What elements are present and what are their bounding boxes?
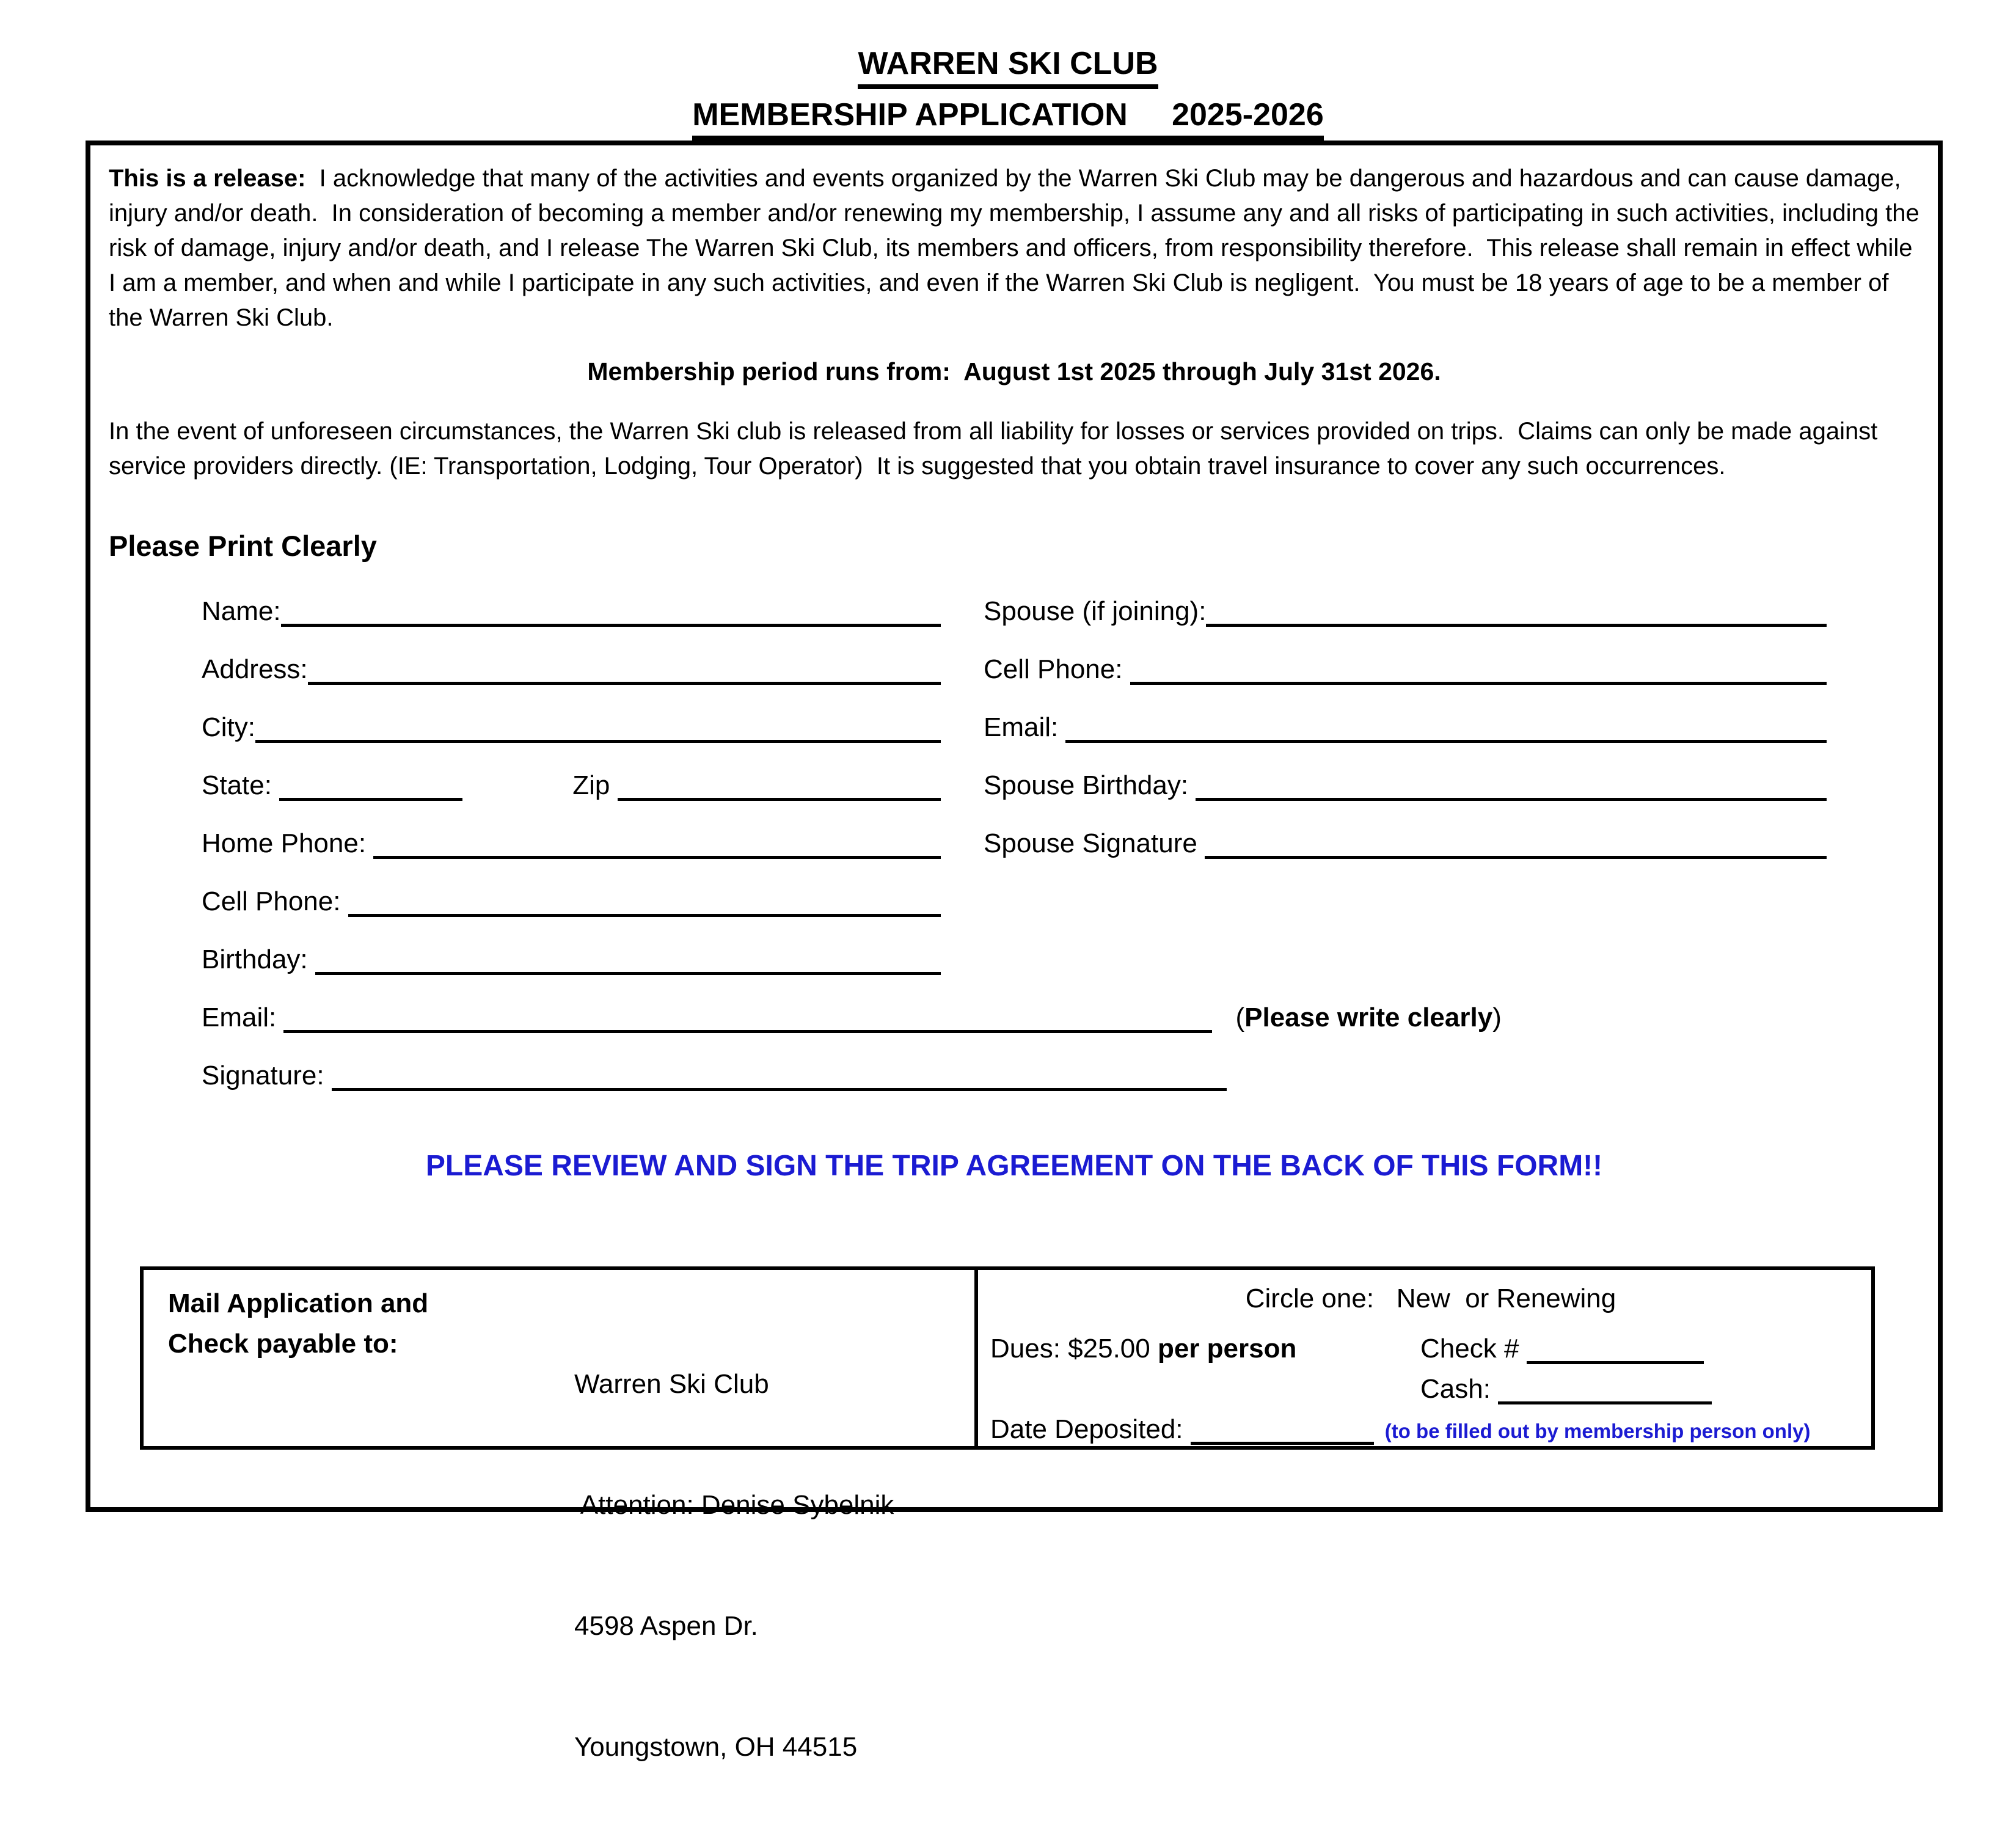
payable-labels — [168, 1284, 574, 1446]
birthday-field-row — [202, 944, 984, 975]
release-lead: This is a release: — [109, 165, 306, 192]
home-phone-field-row — [202, 828, 984, 859]
cash-label: Cash: — [1420, 1374, 1499, 1404]
spouse-blank-line — [1206, 616, 1827, 627]
city-field-row — [202, 712, 984, 743]
city-label: City: — [202, 712, 255, 742]
liability-paragraph: In the event of unforeseen circumstances, the Warren Ski club is released from all liability for losses or services provided on trips. Claims can only be made against service providers directly. (IE: Transportation, Lodging, Tour Operator) It is suggested that you obtain travel insurance to cover any such occurrences. — [109, 418, 1885, 480]
payable-label-line1: Mail Application and — [168, 1288, 429, 1318]
state-blank-line — [279, 791, 462, 801]
mailing-address-line: Youngstown, OH 44515 — [574, 1732, 858, 1762]
paren-open: ( — [1235, 1003, 1245, 1032]
mailing-address-line: 4598 Aspen Dr. — [574, 1611, 758, 1641]
spouse-signature-field-row — [984, 828, 1930, 859]
cell-phone-field-row — [202, 886, 984, 917]
spouse-birthday-field-row — [984, 770, 1930, 801]
dues-per-person: per person — [1157, 1334, 1297, 1364]
club-title: WARREN SKI CLUB — [858, 48, 1158, 89]
email-blank-line — [283, 1023, 1212, 1033]
membership-only-note: (to be filled out by membership person only) — [1384, 1419, 1811, 1442]
spouse-email-blank-line — [1065, 732, 1827, 743]
birthday-label: Birthday: — [202, 944, 315, 974]
paren-close: ) — [1492, 1003, 1502, 1032]
address-blank-line — [308, 674, 941, 685]
spouse-label: Spouse (if joining): — [984, 596, 1207, 626]
application-title: MEMBERSHIP APPLICATION 2025-2026 — [692, 99, 1324, 141]
spouse-field-row — [984, 596, 1930, 627]
date-deposited-label: Date Deposited: — [990, 1414, 1191, 1444]
write-clearly-text: Please write clearly — [1244, 1003, 1493, 1032]
release-body: I acknowledge that many of the activities and events organized by the Warren Ski Club may be dangerous and hazardous and can cause damage, injury and/or death. In consideration of becoming a member and/or renewing my membership, I assume any and all risks of participating in such activities, including the risk of damage, injury and/or death, and I release The Warren Ski Club, its members and officers, from responsibility therefore. This release shall remain in effect while I am a member, and when and while I participate in any such activities, and even if the Warren Ski Club is negligent. You must be 18 years of age to be a member of the Warren Ski Club. — [109, 165, 1926, 331]
write-clearly-note — [1235, 1003, 1501, 1033]
cell-phone-blank-line — [348, 907, 941, 917]
check-number-label: Check # — [1420, 1334, 1527, 1364]
print-clearly-heading: Please Print Clearly — [109, 530, 377, 562]
address-field-row — [202, 654, 984, 685]
cash-row — [990, 1364, 1871, 1404]
state-zip-field-row — [202, 770, 984, 801]
mail-box-left-cell — [144, 1270, 978, 1762]
spouse-cell-blank-line — [1130, 674, 1827, 685]
spouse-email-label: Email: — [984, 712, 1066, 742]
application-title-line — [0, 99, 2016, 141]
mail-box-right-cell — [978, 1270, 1871, 1446]
city-blank-line — [255, 732, 941, 743]
dues-prefix: Dues: $25.00 — [990, 1334, 1158, 1364]
circle-one-row: Circle one: New or Renewing — [1245, 1284, 1616, 1313]
zip-blank-line — [618, 791, 941, 801]
club-title-line — [0, 48, 2016, 89]
check-number-blank-line — [1527, 1355, 1704, 1364]
email-field-row — [202, 1003, 1930, 1033]
home-phone-label: Home Phone: — [202, 828, 374, 858]
home-phone-blank-line — [373, 849, 941, 859]
dues-text — [990, 1334, 1420, 1364]
signature-blank-line — [332, 1081, 1227, 1091]
dues-check-row — [990, 1324, 1871, 1364]
spouse-signature-label: Spouse Signature — [984, 828, 1205, 858]
name-blank-line — [281, 616, 941, 627]
fields-grid — [202, 569, 1930, 1091]
spouse-cell-label: Cell Phone: — [984, 654, 1130, 684]
email-label: Email: — [202, 1003, 284, 1032]
mailing-address — [574, 1284, 894, 1762]
review-notice: PLEASE REVIEW AND SIGN THE TRIP AGREEMENT ON THE BACK OF THIS FORM!! — [425, 1150, 1603, 1182]
name-field-row — [202, 596, 984, 627]
signature-label: Signature: — [202, 1061, 332, 1090]
mailing-address-line: Attention: Denise Sybelnik — [574, 1490, 894, 1520]
state-label: State: — [202, 770, 280, 800]
payable-label-line2: Check payable to: — [168, 1329, 398, 1359]
signature-field-row — [202, 1061, 1930, 1091]
spouse-signature-blank-line — [1205, 849, 1827, 859]
spouse-birthday-blank-line — [1196, 791, 1827, 801]
spouse-birthday-label: Spouse Birthday: — [984, 770, 1196, 800]
spouse-email-field-row — [984, 712, 1930, 743]
address-label: Address: — [202, 654, 308, 684]
date-deposited-blank-line — [1191, 1436, 1374, 1445]
name-label: Name: — [202, 596, 281, 626]
spouse-cell-field-row — [984, 654, 1930, 685]
release-paragraph — [109, 161, 1926, 335]
membership-period-line: Membership period runs from: August 1st 2025 through July 31st 2026. — [587, 357, 1441, 385]
cell-phone-label: Cell Phone: — [202, 886, 348, 916]
form-header — [0, 48, 2016, 141]
date-deposited-row — [990, 1404, 1871, 1445]
zip-label: Zip — [572, 770, 618, 800]
mailing-address-line: Warren Ski Club — [574, 1369, 769, 1399]
mail-box — [140, 1266, 1875, 1762]
cash-blank-line — [1498, 1395, 1712, 1404]
birthday-blank-line — [315, 965, 941, 975]
form-border-box — [86, 141, 1943, 1762]
